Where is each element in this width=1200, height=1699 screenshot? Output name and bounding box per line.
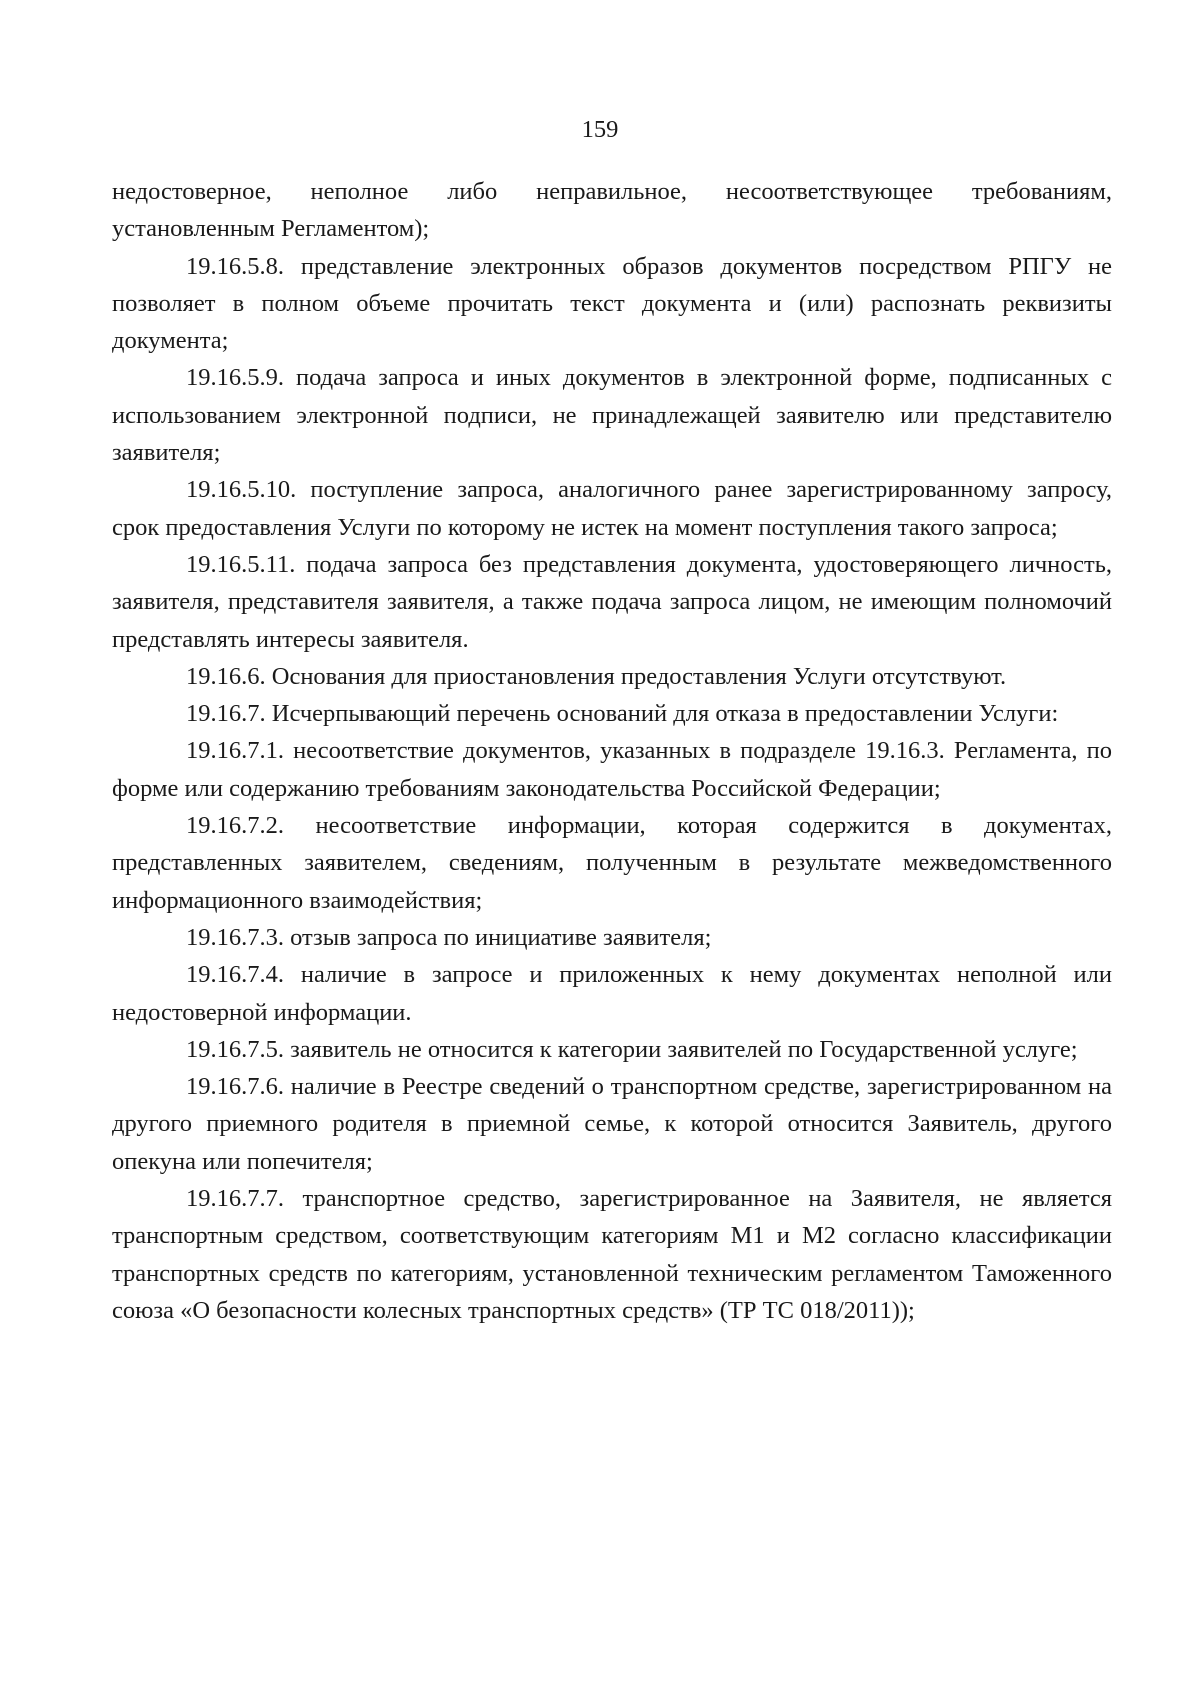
paragraph-19-16-5-8: 19.16.5.8. представление электронных образов документов посредством РПГУ не позволяет в полном объеме прочитать текст документа и (или) распознать реквизиты документа; [112, 252, 1112, 355]
paragraph-19-16-7-6: 19.16.7.6. наличие в Реестре сведений о транспортном средстве, зарегистрированном на другого приемного родителя в приемной семье, к которой относится Заявитель, другого опекуна или попечителя; [112, 1073, 1112, 1175]
paragraph-19-16-6: 19.16.6. Основания для приостановления предоставления Услуги отсутствуют. [186, 662, 1007, 690]
paragraph-19-16-7-7: 19.16.7.7. транспортное средство, зарегистрированное на Заявителя, не является транспортным средством, соответствующим категориям М1 и М2 согласно классификации транспортных средств по категориям, установленной техническим регламентом Таможенного союза «О безопасности колесных транспортных средств» (ТР ТС 018/2011)); [112, 1185, 1112, 1324]
paragraph-19-16-5-11: 19.16.5.11. подача запроса без представления документа, удостоверяющего личность, заявителя, представителя заявителя, а также подача запроса лицом, не имеющим полномочий представлять интересы заявителя. [112, 550, 1112, 653]
paragraph-19-16-7-3: 19.16.7.3. отзыв запроса по инициативе заявителя; [186, 923, 712, 951]
paragraph-19-16-5-10: 19.16.5.10. поступление запроса, аналогичного ранее зарегистрированному запросу, срок предоставления Услуги по которому не истек на момент поступления такого запроса; [112, 476, 1112, 541]
paragraph-19-16-7-5: 19.16.7.5. заявитель не относится к категории заявителей по Государственной услуге; [186, 1035, 1078, 1063]
document-body [112, 173, 1112, 1329]
paragraph-19-16-7: 19.16.7. Исчерпывающий перечень оснований для отказа в предоставлении Услуги: [186, 700, 1059, 728]
paragraph-19-16-5-9: 19.16.5.9. подача запроса и иных документов в электронной форме, подписанных с использованием электронной подписи, не принадлежащей заявителю или представителю заявителя; [112, 364, 1112, 467]
paragraph-19-16-7-4: 19.16.7.4. наличие в запросе и приложенных к нему документах неполной или недостоверной информации. [112, 961, 1112, 1026]
paragraph-19-16-7-1: 19.16.7.1. несоответствие документов, указанных в подразделе 19.16.3. Регламента, по форме или содержанию требованиям законодательства Российской Федерации; [112, 737, 1112, 802]
paragraph-continuation: недостоверное, неполное либо неправильное, несоответствующее требованиям, установленным Регламентом); [112, 178, 1112, 243]
page-number: 159 [581, 116, 619, 143]
paragraph-19-16-7-2: 19.16.7.2. несоответствие информации, которая содержится в документах, представленных заявителем, сведениям, полученным в результате межведомственного информационного взаимодействия; [112, 812, 1112, 914]
